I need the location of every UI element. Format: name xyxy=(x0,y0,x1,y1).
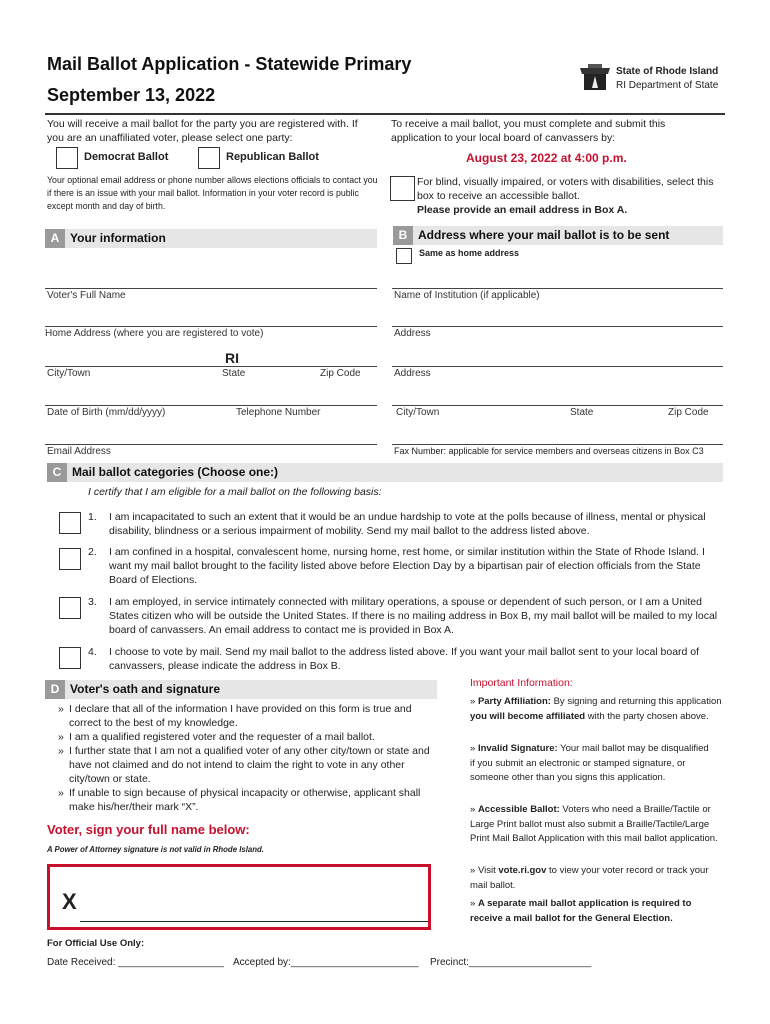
section-b-title: Address where your mail ballot is to be sent xyxy=(418,228,670,242)
state-name: State of Rhode Island xyxy=(616,66,719,77)
header-rule xyxy=(45,113,725,115)
section-c-title: Mail ballot categories (Choose one:) xyxy=(72,465,279,479)
submission-instructions: To receive a mail ballot, you must complete and submit this application to your local board of canvassers by: xyxy=(391,118,666,144)
email-label: Email Address xyxy=(47,446,111,457)
important-item-2 xyxy=(470,742,710,786)
same-as-home-label: Same as home address xyxy=(419,248,520,258)
state-prefill: RI xyxy=(225,350,239,366)
mail-city-label: City/Town xyxy=(396,407,440,418)
fax-label: Fax Number: applicable for service members and overseas citizens in Box C3 xyxy=(394,446,704,456)
bullet-marker: » xyxy=(470,743,478,754)
important-item-5 xyxy=(470,897,720,926)
category-2-checkbox[interactable] xyxy=(59,548,81,570)
oath-item-2: I am a qualified registered voter and the requester of a mail ballot. xyxy=(69,731,375,743)
important-1-text: By signing and returning this application xyxy=(550,696,722,707)
form-title: Mail Ballot Application - Statewide Primary xyxy=(47,54,412,74)
full-name-line[interactable] xyxy=(45,288,377,289)
same-as-home-checkbox[interactable] xyxy=(396,248,412,264)
party-instructions: You will receive a mail ballot for the party you are registered with. If you are an unaffiliated voter, please select one party: xyxy=(47,118,358,144)
fax-line[interactable] xyxy=(392,444,723,445)
bullet-marker: » xyxy=(470,696,478,707)
accessible-ballot-note: Please provide an email address in Box A. xyxy=(417,204,628,216)
full-name-label: Voter's Full Name xyxy=(47,290,126,301)
accepted-by-field: Accepted by:_______________________ xyxy=(233,957,419,968)
dob-label: Date of Birth (mm/dd/yyyy) xyxy=(47,407,166,418)
bullet-marker: » xyxy=(470,865,478,876)
category-4-number: 4. xyxy=(88,646,97,658)
home-address-label: Home Address (where you are registered to vote) xyxy=(45,328,264,339)
democrat-label: Democrat Ballot xyxy=(84,151,169,163)
department-name: RI Department of State xyxy=(616,80,719,91)
important-2-bold: Invalid Signature: xyxy=(477,743,558,754)
sign-heading: Voter, sign your full name below: xyxy=(47,822,250,837)
category-3-number: 3. xyxy=(88,596,97,608)
accessible-ballot-text: For blind, visually impaired, or voters with disabilities, select this box to receive an accessible ballot. xyxy=(417,176,714,202)
important-item-3 xyxy=(470,803,720,847)
section-d-title: Voter's oath and signature xyxy=(70,682,220,696)
category-1-checkbox[interactable] xyxy=(59,512,81,534)
important-4-text: Visit xyxy=(477,865,499,876)
important-1-bold2: you will become affiliated xyxy=(470,710,586,722)
oath-item-4: If unable to sign because of physical incapacity or otherwise, applicant shall make his/her/their mark “X”. xyxy=(69,787,421,813)
important-3-bold: Accessible Ballot: xyxy=(477,804,560,815)
category-1-number: 1. xyxy=(88,511,97,523)
deadline-text: August 23, 2022 at 4:00 p.m. xyxy=(466,151,627,165)
democrat-checkbox[interactable] xyxy=(56,147,78,169)
section-a-header xyxy=(45,229,377,248)
section-c-letter: C xyxy=(47,463,67,482)
section-a-letter: A xyxy=(45,229,65,248)
important-4-text2: to view your voter record or track your mail ballot. xyxy=(470,865,709,891)
certify-statement: I certify that I am eligible for a mail ballot on the following basis: xyxy=(88,486,382,498)
important-item-4 xyxy=(470,864,720,893)
important-3-text: Voters who need a Braille/Tactile or Large Print ballot must also submit a Braille/Tactile/Large Print Mail Ballot Application with this mail ballot application. xyxy=(470,804,718,844)
signature-box[interactable] xyxy=(47,864,431,930)
section-b-header xyxy=(393,226,723,245)
accessible-ballot-checkbox[interactable] xyxy=(390,176,415,201)
bullet-marker: » xyxy=(470,804,478,815)
important-heading: Important Information: xyxy=(470,677,573,689)
dob-phone-line[interactable] xyxy=(45,405,377,406)
signature-line[interactable] xyxy=(80,921,428,922)
category-4-text: I choose to vote by mail. Send my mail ballot to the address listed above. If you want your mail ballot sent to your local board of canvassers, please indicate the address in Box B. xyxy=(109,646,700,672)
category-2-text: I am confined in a hospital, convalescent home, nursing home, rest home, or similar institution within the State of Rhode Island. I want my mail ballot brought to the facility listed above before Election Day by a bipartisan pair of election officials from the State Board of Elections. xyxy=(109,546,705,586)
section-b-letter: B xyxy=(393,226,413,245)
poa-note: A Power of Attorney signature is not valid in Rhode Island. xyxy=(47,845,264,854)
oath-item-3: I further state that I am not a qualified voter of any other city/town or state and have not claimed and do not intend to claim the right to vote in any other city/town or state. xyxy=(69,745,430,785)
oath-bullet-4-marker: » xyxy=(58,787,64,799)
category-3-checkbox[interactable] xyxy=(59,597,81,619)
category-1-text: I am incapacitated to such an extent that it would be an undue hardship to vote at the polls because of illness, mental or physical disability, blindness or a serious impairment of mobility. Send my mail ballot to the address listed above. xyxy=(109,511,706,537)
mail-zip-label: Zip Code xyxy=(668,407,709,418)
signature-x-mark: X xyxy=(62,889,77,914)
phone-label: Telephone Number xyxy=(236,407,321,418)
email-line[interactable] xyxy=(45,444,377,445)
important-item-1 xyxy=(470,695,724,724)
institution-line[interactable] xyxy=(392,288,723,289)
mail-address1-line[interactable] xyxy=(392,326,723,327)
date-received-field: Date Received: ___________________ xyxy=(47,957,224,968)
category-4-checkbox[interactable] xyxy=(59,647,81,669)
official-use-heading: For Official Use Only: xyxy=(47,938,145,949)
section-c-header xyxy=(47,463,723,482)
mail-address1-label: Address xyxy=(394,328,431,339)
mail-address2-line[interactable] xyxy=(392,366,723,367)
republican-label: Republican Ballot xyxy=(226,151,319,163)
form-date: September 13, 2022 xyxy=(47,85,216,105)
mail-address2-label: Address xyxy=(394,368,431,379)
category-3-text: I am employed, in service intimately connected with military operations, a spouse or dependent of such person, or I am a United States citizen who will be outside the United States. If there is no mailing address in Box B, my mail ballot will be mailed to my local board of canvassers. An email address to contact me is provided in Box A. xyxy=(109,596,718,636)
section-d-letter: D xyxy=(45,680,65,699)
republican-checkbox[interactable] xyxy=(198,147,220,169)
institution-label: Name of Institution (if applicable) xyxy=(394,290,540,301)
category-2-number: 2. xyxy=(88,546,97,558)
mail-state-label: State xyxy=(570,407,594,418)
important-5-bold: A separate mail ballot application is required to receive a mail ballot for the General Election. xyxy=(470,898,692,924)
important-2-text: Your mail ballot may be disqualified if you submit an electronic or stamped signature, or someone other than you signs this application. xyxy=(470,743,709,783)
bullet-marker: » xyxy=(470,898,478,909)
city-state-zip-line[interactable] xyxy=(45,366,377,367)
city-label: City/Town xyxy=(47,368,91,379)
home-address-line[interactable] xyxy=(45,326,377,327)
oath-bullet-3-marker: » xyxy=(58,745,64,757)
state-seal-icon xyxy=(578,62,612,92)
precinct-field: Precinct:______________________ xyxy=(430,957,592,968)
mail-city-line[interactable] xyxy=(392,405,723,406)
vote-ri-link[interactable]: vote.ri.gov xyxy=(498,865,547,876)
zip-label: Zip Code xyxy=(320,368,361,379)
oath-bullet-2-marker: » xyxy=(58,731,64,743)
state-label: State xyxy=(222,368,246,379)
important-1-text2: with the party chosen above. xyxy=(585,710,709,722)
important-1-bold: Party Affiliation: xyxy=(477,696,551,707)
section-a-title: Your information xyxy=(70,231,166,245)
section-d-header xyxy=(45,680,437,699)
oath-bullet-1-marker: » xyxy=(58,703,64,715)
oath-item-1: I declare that all of the information I have provided on this form is true and correct to the best of my knowledge. xyxy=(69,703,412,729)
optional-contact-note: Your optional email address or phone number allows elections officials to contact you if there is an issue with your mail ballot. Information in your voter record is public except month and day of birth. xyxy=(47,175,378,211)
